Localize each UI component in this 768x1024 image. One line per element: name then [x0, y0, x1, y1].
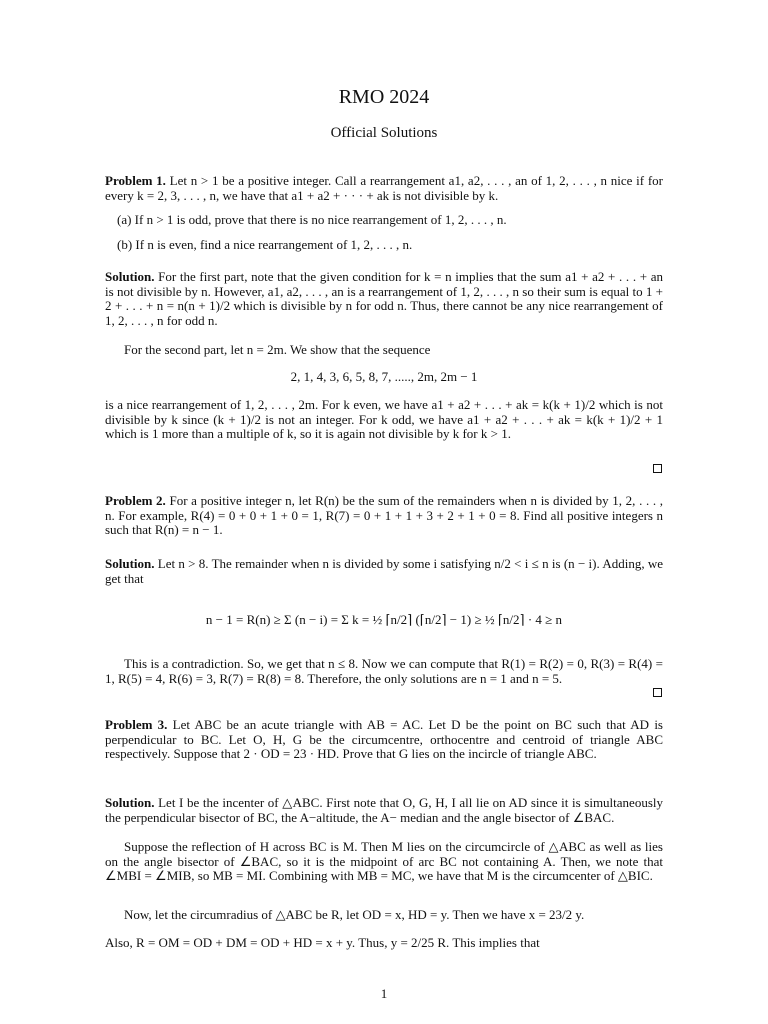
problem-2-text: For a positive integer n, let R(n) be the sum of the remainders when n is divided by 1, 2, . . . , n. For example, R(4) = 0 + 0 + 1 + 0 = 1, R(7) = 0 + 1 + 1 + 3 + 2 + 1 + 0 = 8. Find all positive integers n such that R(n) = n − 1. — [105, 493, 663, 538]
problem-3-text: Let ABC be an acute triangle with AB = AC. Let D be the point on BC such that AD is perpendicular to BC. Let O, H, G be the circumcentre, orthocentre and centroid of triangle ABC respectively. Suppose that 2 · OD = 23 · HD. Prove that G lies on the incircle of triangle ABC. — [105, 717, 663, 762]
solution-1-text-3: is a nice rearrangement of 1, 2, . . . , 2m. For k even, we have a1 + a2 + . . . + ak = k(k + 1)/2 which is not divisible by k since (k + 1)/2 is not an integer. For k odd, we have a1 + a2 + . . . + ak = k(k + 1)/2 + 1 which is 1 more than a multiple of k, so it is again not divisible by k for k > 1. — [105, 397, 663, 442]
problem-1 — [105, 174, 663, 203]
solution-1-sequence: 2, 1, 4, 3, 6, 5, 8, 7, ....., 2m, 2m − 1 — [290, 369, 478, 384]
problem-3 — [105, 718, 663, 762]
solution-1-text-2: For the second part, let n = 2m. We show that the sequence — [124, 342, 431, 357]
problem-1-part-b: (b) If n is even, find a nice rearrangement of 1, 2, . . . , n. — [117, 237, 413, 252]
solution-3-text-4: Also, R = OM = OD + DM = OD + HD = x + y. Thus, y = 2/25 R. This implies that — [105, 935, 540, 950]
solution-1 — [105, 270, 663, 328]
solution-3-text-2: Suppose the reflection of H across BC is M. Then M lies on the circumcircle of △ABC as well as lies on the angle bisector of ∠BAC, so it is the midpoint of arc BC not containing A. Then, we note that ∠MBI = ∠MIB, so MB = MI. Combining with MB = MC, we have that M is the circumcenter of △BIC. — [105, 839, 663, 884]
solution-2 — [105, 557, 663, 586]
problem-1-part-a: (a) If n > 1 is odd, prove that there is no nice rearrangement of 1, 2, . . . , n. — [117, 212, 507, 227]
solution-2-label: Solution. — [105, 556, 155, 571]
solution-1-label: Solution. — [105, 269, 155, 284]
solution-3-text-3: Now, let the circumradius of △ABC be R, let OD = x, HD = y. Then we have x = 23/2 y. — [124, 907, 585, 922]
page-subtitle: Official Solutions — [330, 125, 438, 141]
problem-3-label: Problem 3. — [105, 717, 168, 732]
problem-2-label: Problem 2. — [105, 493, 166, 508]
solution-2-equation: n − 1 = R(n) ≥ Σ (n − i) = Σ k = ½ ⌈n/2⌉ (⌈n/2⌉ − 1) ≥ ½ ⌈n/2⌉ · 4 ≥ n — [205, 612, 563, 627]
solution-3-text-1: Let I be the incenter of △ABC. First note that O, G, H, I all lie on AD since it is simultaneously the perpendicular bisector of BC, the A−altitude, the A− median and the angle bisector of ∠BAC. — [105, 795, 663, 825]
solution-3 — [105, 796, 663, 825]
problem-1-text: Let n > 1 be a positive integer. Call a rearrangement a1, a2, . . . , an of 1, 2, . . . , n nice if for every k = 2, 3, . . . , n, we have that a1 + a2 + · · · + ak is not divisible by k. — [105, 173, 664, 203]
solution-2-text-2: This is a contradiction. So, we get that n ≤ 8. Now we can compute that R(1) = R(2) = 0, R(3) = R(4) = 1, R(5) = 4, R(6) = 3, R(7) = R(8) = 8. Therefore, the only solutions are n = 1 and n = 5. — [105, 656, 663, 686]
solution-3-label: Solution. — [105, 795, 155, 810]
qed-box-2 — [653, 688, 662, 697]
solution-1-text-1: For the first part, note that the given condition for k = n implies that the sum a1 + a2 + . . . + an is not divisible by n. However, a1, a2, . . . , an is a rearrangement of 1, 2, . . . , n so their sum is equal to 1 + 2 + . . . + n = n(n + 1)/2 which is divisible by n for odd n. Thus, there cannot be any nice rearrangement of 1, 2, . . . , n for odd n. — [105, 269, 663, 328]
solution-2-text-1: Let n > 8. The remainder when n is divided by some i satisfying n/2 < i ≤ n is (n − i). Adding, we get that — [105, 556, 664, 586]
qed-box-1 — [653, 464, 662, 473]
problem-1-label: Problem 1. — [105, 173, 166, 188]
page-title: RMO 2024 — [338, 86, 430, 108]
page-number: 1 — [380, 986, 388, 1001]
problem-2 — [105, 494, 663, 538]
